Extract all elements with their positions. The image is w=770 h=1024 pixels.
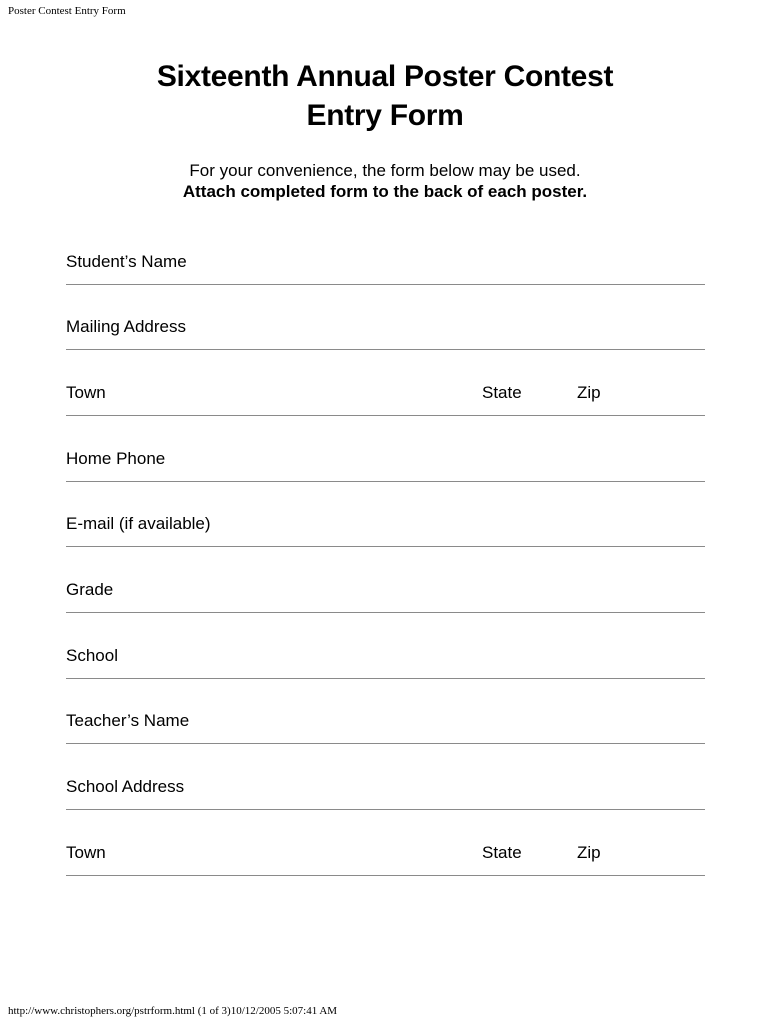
school-address-field[interactable]	[66, 776, 705, 810]
zip-label: Zip	[577, 383, 601, 402]
town-state-zip-line	[66, 415, 705, 416]
form-title-line-1: Sixteenth Annual Poster Contest	[156, 60, 614, 93]
school-field[interactable]	[66, 645, 705, 679]
teacher-name-field[interactable]	[66, 710, 705, 744]
grade-label: Grade	[66, 580, 114, 599]
school-label: School	[66, 646, 118, 665]
teacher-name-line	[66, 743, 705, 744]
school-address-line	[66, 809, 705, 810]
browser-page-footer: http://www.christophers.org/pstrform.html (1 of 3)10/12/2005 5:07:41 AM	[8, 1005, 338, 1017]
email-line	[66, 546, 705, 547]
mailing-address-field[interactable]	[66, 316, 705, 350]
student-name-line	[66, 284, 705, 285]
town-state-zip-field[interactable]	[66, 382, 705, 416]
mailing-address-line	[66, 349, 705, 350]
grade-field[interactable]	[66, 579, 705, 613]
school-state-label: State	[482, 843, 522, 862]
home-phone-label: Home Phone	[66, 449, 166, 468]
student-name-field[interactable]	[66, 251, 705, 285]
grade-line	[66, 612, 705, 613]
mailing-address-label: Mailing Address	[66, 317, 187, 336]
school-line	[66, 678, 705, 679]
teacher-name-label: Teacher’s Name	[66, 711, 190, 730]
form-title-line-2: Entry Form	[306, 99, 464, 132]
school-town-state-zip-field[interactable]	[66, 842, 705, 876]
email-label: E-mail (if available)	[66, 514, 211, 533]
browser-page-header: Poster Contest Entry Form	[8, 5, 126, 17]
state-label: State	[482, 383, 522, 402]
intro-text: For your convenience, the form below may be used.	[189, 161, 581, 180]
school-address-label: School Address	[66, 777, 185, 796]
home-phone-field[interactable]	[66, 448, 705, 482]
student-name-label: Student’s Name	[66, 252, 187, 271]
email-field[interactable]	[66, 513, 705, 547]
school-town-state-zip-line	[66, 875, 705, 876]
town-label: Town	[66, 383, 106, 402]
intro-instruction: Attach completed form to the back of each poster.	[182, 182, 588, 201]
school-zip-label: Zip	[577, 843, 601, 862]
school-town-label: Town	[66, 843, 106, 862]
home-phone-line	[66, 481, 705, 482]
